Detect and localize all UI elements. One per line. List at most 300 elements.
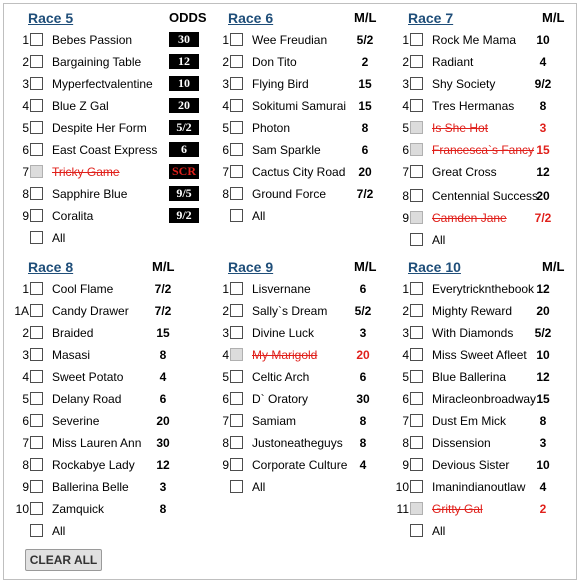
entry-checkbox[interactable] [30, 99, 43, 112]
post-position: 2 [222, 55, 229, 69]
odds-value: 20 [156, 414, 170, 428]
horse-name: Flying Bird [252, 77, 309, 91]
entry-row [18, 388, 192, 410]
post-position: 1 [22, 33, 29, 47]
post-position: 5 [222, 370, 229, 384]
select-all-label: All [52, 524, 66, 538]
odds-value: 20 [169, 98, 199, 113]
entry-checkbox[interactable] [230, 370, 243, 383]
entry-checkbox[interactable] [410, 436, 423, 449]
odds-value: 20 [536, 189, 550, 203]
post-position: 7 [402, 165, 409, 179]
horse-name: Blue Z Gal [52, 99, 109, 113]
odds-column-header: M/L [542, 259, 565, 274]
horse-name: My Marigold [252, 348, 318, 362]
select-all-row [398, 229, 572, 251]
post-position: 1 [222, 33, 229, 47]
horse-name: Imanindianoutlaw [432, 480, 526, 494]
odds-value: 12 [536, 370, 550, 384]
entry-row [218, 95, 392, 117]
entry-checkbox[interactable] [410, 348, 423, 361]
post-position: 7 [22, 165, 29, 179]
odds-column-header: ODDS [169, 10, 207, 25]
post-position: 1 [22, 282, 29, 296]
odds-value: 7/2 [534, 211, 552, 225]
horse-name: Don Tito [252, 55, 297, 69]
post-position: 6 [222, 392, 229, 406]
entry-checkbox[interactable] [230, 187, 243, 200]
entry-row [15, 498, 192, 520]
post-position: 8 [222, 187, 229, 201]
entry-checkbox[interactable] [30, 392, 43, 405]
horse-name: Braided [52, 326, 94, 340]
post-position: 8 [402, 436, 409, 450]
entry-checkbox[interactable] [230, 458, 243, 471]
post-position: 5 [222, 121, 229, 135]
horse-name: Francesca`s Fancy [432, 143, 535, 157]
entry-checkbox[interactable] [30, 187, 43, 200]
entry-checkbox[interactable] [230, 392, 243, 405]
entry-row [18, 432, 192, 454]
horse-name: Corporate Culture [252, 458, 348, 472]
entry-checkbox[interactable] [230, 121, 243, 134]
post-position: 2 [402, 55, 409, 69]
post-position: 4 [22, 99, 29, 113]
entry-checkbox [410, 502, 423, 515]
entry-row [398, 207, 572, 229]
entry-checkbox [30, 165, 43, 178]
horse-name: Zamquick [52, 502, 105, 516]
entry-checkbox[interactable] [30, 33, 43, 46]
odds-column-header: M/L [354, 10, 377, 25]
entry-checkbox[interactable] [30, 436, 43, 449]
horse-name: Sally`s Dream [252, 304, 328, 318]
entry-row [398, 73, 572, 95]
select-all-row [218, 205, 392, 227]
post-position: 3 [22, 348, 29, 362]
odds-column-header: M/L [152, 259, 175, 274]
horse-name: Samiam [252, 414, 297, 428]
entry-row [18, 51, 192, 73]
horse-name: Dust Em Mick [432, 414, 507, 428]
entry-row [398, 29, 572, 51]
horse-name: Rockabye Lady [52, 458, 135, 472]
horse-name: Miss Lauren Ann [52, 436, 142, 450]
entry-row [398, 161, 572, 185]
select-all-label: All [252, 480, 266, 494]
horse-name: Justoneatheguys [252, 436, 343, 450]
horse-name: Ballerina Belle [52, 480, 129, 494]
entry-row [18, 183, 192, 205]
entry-checkbox[interactable] [30, 77, 43, 90]
entry-row [18, 410, 192, 432]
odds-value: 6 [159, 392, 167, 406]
race-title-link[interactable]: Race 9 [228, 259, 274, 275]
post-position: 5 [402, 370, 409, 384]
entry-row [218, 183, 392, 205]
horse-name: Devious Sister [432, 458, 510, 472]
entry-row [218, 278, 392, 300]
horse-name: Everytricknthebook [432, 282, 535, 296]
odds-value: 12 [536, 165, 550, 179]
entry-row [218, 117, 392, 139]
horse-name: Delany Road [52, 392, 122, 406]
odds-column-header: M/L [354, 259, 377, 274]
odds-value: 10 [536, 458, 550, 472]
odds-value: 2 [361, 55, 369, 69]
post-position: 5 [22, 392, 29, 406]
horse-name: Camden Jane [432, 211, 507, 225]
entry-row [218, 344, 392, 366]
odds-value: 7/2 [356, 187, 374, 201]
entry-row [218, 322, 392, 344]
odds-value: 10 [169, 76, 199, 91]
odds-value: 9/2 [169, 208, 199, 223]
entry-checkbox[interactable] [230, 414, 243, 427]
post-position: 8 [22, 458, 29, 472]
entry-row [18, 344, 192, 366]
entry-row [14, 300, 192, 322]
horse-name: Tricky Game [52, 165, 120, 179]
horse-name: Blue Ballerina [432, 370, 507, 384]
clear-all-button[interactable]: CLEAR ALL [25, 549, 102, 571]
horse-name: Dissension [432, 436, 491, 450]
entry-checkbox[interactable] [230, 326, 243, 339]
horse-name: Masasi [52, 348, 91, 362]
horse-name: Sapphire Blue [52, 187, 128, 201]
entry-row [398, 322, 572, 344]
select-all-checkbox[interactable] [410, 524, 423, 537]
entry-checkbox[interactable] [30, 370, 43, 383]
entry-row [18, 117, 192, 139]
entry-checkbox[interactable] [230, 99, 243, 112]
entry-row [218, 300, 392, 322]
horse-name: Shy Society [432, 77, 496, 91]
entry-checkbox[interactable] [230, 55, 243, 68]
select-all-label: All [432, 524, 446, 538]
select-all-checkbox[interactable] [230, 209, 243, 222]
entry-checkbox[interactable] [410, 414, 423, 427]
entry-row [398, 95, 572, 117]
entry-checkbox[interactable] [410, 165, 423, 178]
entry-row [398, 410, 572, 432]
entry-checkbox[interactable] [30, 458, 43, 471]
post-position: 3 [22, 77, 29, 91]
entry-row [218, 29, 392, 51]
odds-value: 8 [359, 414, 367, 428]
entry-checkbox[interactable] [410, 33, 423, 46]
post-position: 7 [22, 436, 29, 450]
entry-row [398, 366, 572, 388]
entry-row [395, 476, 572, 498]
odds-value: 15 [536, 143, 550, 157]
entry-checkbox[interactable] [30, 304, 43, 317]
horse-name: Celtic Arch [252, 370, 310, 384]
race-column [14, 256, 192, 542]
horse-name: Wee Freudian [252, 33, 328, 47]
post-position: 6 [222, 143, 229, 157]
odds-value: 8 [159, 348, 167, 362]
entry-checkbox [410, 211, 423, 224]
post-position: 1 [222, 282, 229, 296]
entry-row [218, 73, 392, 95]
entry-checkbox[interactable] [410, 77, 423, 90]
post-position: 11 [396, 502, 409, 516]
entry-row [18, 95, 192, 117]
post-position: 4 [402, 348, 409, 362]
entry-checkbox[interactable] [30, 121, 43, 134]
horse-name: Rock Me Mama [432, 33, 517, 47]
horse-name: Tres Hermanas [432, 99, 515, 113]
entry-checkbox[interactable] [410, 189, 423, 202]
odds-value: 5/2 [534, 326, 552, 340]
odds-value: 15 [156, 326, 170, 340]
horse-name: Great Cross [432, 165, 497, 179]
odds-value: 9/5 [169, 186, 199, 201]
horse-name: Miracleonbroadway [432, 392, 537, 406]
post-position: 1 [402, 282, 409, 296]
entry-checkbox[interactable] [30, 502, 43, 515]
entry-checkbox[interactable] [230, 77, 243, 90]
entry-checkbox [410, 121, 423, 134]
select-all-label: All [252, 209, 266, 223]
horse-name: Sam Sparkle [252, 143, 321, 157]
post-position: 2 [402, 304, 409, 318]
horse-name: Myperfectvalentine [52, 77, 153, 91]
entry-checkbox[interactable] [30, 480, 43, 493]
horse-name: Bebes Passion [52, 33, 133, 47]
odds-value: 3 [539, 436, 547, 450]
select-all-row [18, 520, 192, 542]
odds-value: 3 [539, 121, 547, 135]
entry-checkbox[interactable] [410, 304, 423, 317]
select-all-checkbox[interactable] [410, 233, 423, 246]
post-position: 4 [222, 348, 229, 362]
entry-row [18, 29, 192, 51]
horse-name: Bargaining Table [52, 55, 142, 69]
post-position: 3 [222, 77, 229, 91]
odds-value: 15 [358, 77, 372, 91]
race-header [398, 256, 572, 278]
odds-value: 4 [539, 55, 547, 69]
post-position: 3 [402, 326, 409, 340]
horse-name: Ground Force [252, 187, 327, 201]
entry-checkbox[interactable] [30, 414, 43, 427]
entry-checkbox[interactable] [410, 326, 423, 339]
entry-checkbox[interactable] [30, 348, 43, 361]
race-column [218, 256, 392, 498]
entry-row [398, 498, 572, 520]
horse-name: Lisvernane [252, 282, 311, 296]
odds-value: 10 [536, 348, 550, 362]
horse-name: Cool Flame [52, 282, 114, 296]
post-position: 5 [22, 121, 29, 135]
horse-name: Mighty Reward [432, 304, 513, 318]
entry-checkbox[interactable] [30, 326, 43, 339]
odds-value: 12 [536, 282, 550, 296]
race-header [218, 7, 392, 29]
post-position: 8 [402, 189, 409, 203]
odds-value: 8 [361, 121, 369, 135]
select-all-checkbox[interactable] [30, 524, 43, 537]
odds-value: 3 [359, 326, 367, 340]
odds-value: 2 [539, 502, 547, 516]
post-position: 6 [22, 414, 29, 428]
select-all-row [398, 520, 572, 542]
entry-checkbox[interactable] [230, 165, 243, 178]
post-position: 8 [22, 187, 29, 201]
race-title-link[interactable]: Race 5 [28, 10, 74, 26]
horse-name: Sweet Potato [52, 370, 124, 384]
entry-checkbox[interactable] [230, 304, 243, 317]
odds-value: 5/2 [354, 304, 372, 318]
odds-value: 6 [359, 282, 367, 296]
horse-name: Divine Luck [252, 326, 315, 340]
post-position: 9 [22, 209, 29, 223]
post-position: 7 [402, 414, 409, 428]
entry-checkbox[interactable] [410, 480, 423, 493]
entry-row [18, 161, 196, 183]
odds-value: 6 [169, 142, 199, 157]
entry-checkbox[interactable] [410, 392, 423, 405]
horse-name: Is She Hot [432, 121, 489, 135]
post-position: 9 [402, 211, 409, 225]
entry-row [398, 51, 572, 73]
entry-checkbox[interactable] [410, 55, 423, 68]
entry-row [18, 73, 192, 95]
post-position: 7 [222, 414, 229, 428]
odds-value: 4 [539, 480, 547, 494]
horse-name: Candy Drawer [52, 304, 129, 318]
post-position: 6 [402, 143, 409, 157]
odds-value: 8 [539, 414, 547, 428]
entry-row [398, 278, 572, 300]
odds-value: 7/2 [154, 304, 172, 318]
entry-checkbox[interactable] [410, 458, 423, 471]
horse-name: Photon [252, 121, 291, 135]
odds-value: 20 [536, 304, 550, 318]
odds-value: 8 [159, 502, 167, 516]
horse-name: Sokitumi Samurai [252, 99, 347, 113]
odds-value: 20 [358, 165, 372, 179]
entry-checkbox[interactable] [410, 370, 423, 383]
select-all-label: All [432, 233, 446, 247]
entry-row [398, 454, 572, 476]
race-title-link[interactable]: Race 10 [408, 259, 461, 275]
odds-value: 15 [536, 392, 550, 406]
entry-checkbox[interactable] [410, 282, 423, 295]
post-position: 3 [402, 77, 409, 91]
horse-name: Radiant [432, 55, 474, 69]
entry-row [218, 454, 392, 476]
odds-value: 30 [169, 32, 199, 47]
horse-name: D` Oratory [252, 392, 309, 406]
post-position: 5 [402, 121, 409, 135]
select-all-row [18, 227, 192, 249]
entry-checkbox[interactable] [30, 55, 43, 68]
odds-value: 8 [539, 99, 547, 113]
odds-value: SCR [169, 164, 199, 179]
horse-name: East Coast Express [52, 143, 158, 157]
race-title-link[interactable]: Race 7 [408, 10, 454, 26]
entry-row [18, 205, 192, 227]
entry-row [18, 139, 192, 161]
entry-row [18, 454, 192, 476]
post-position: 1A [14, 304, 29, 318]
post-position: 4 [222, 99, 229, 113]
entry-row [218, 366, 392, 388]
entry-row [218, 51, 392, 73]
post-position: 4 [22, 370, 29, 384]
entry-row [218, 388, 392, 410]
odds-value: 5/2 [169, 120, 199, 135]
race-header [398, 7, 572, 29]
entry-checkbox[interactable] [30, 143, 43, 156]
horse-name: Cactus City Road [252, 165, 346, 179]
entry-checkbox[interactable] [410, 99, 423, 112]
entry-checkbox [410, 143, 423, 156]
horse-name: Miss Sweet Afleet [432, 348, 527, 362]
odds-value: 12 [156, 458, 170, 472]
odds-column-header: M/L [542, 10, 565, 25]
odds-value: 4 [359, 458, 367, 472]
select-all-checkbox[interactable] [230, 480, 243, 493]
race-header [218, 256, 392, 278]
entry-checkbox[interactable] [230, 33, 243, 46]
post-position: 2 [222, 304, 229, 318]
entry-row [398, 117, 572, 139]
race-header [18, 7, 207, 29]
race-column [395, 256, 572, 542]
entry-checkbox[interactable] [30, 209, 43, 222]
entry-checkbox[interactable] [30, 282, 43, 295]
select-all-checkbox[interactable] [30, 231, 43, 244]
entry-checkbox[interactable] [230, 143, 243, 156]
entry-row [18, 322, 192, 344]
odds-value: 4 [159, 370, 167, 384]
post-position: 9 [222, 458, 229, 472]
odds-value: 6 [361, 143, 369, 157]
horse-name: Despite Her Form [52, 121, 147, 135]
race-column [398, 7, 572, 251]
odds-value: 15 [358, 99, 372, 113]
post-position: 8 [222, 436, 229, 450]
entry-row [398, 185, 572, 207]
post-position: 9 [402, 458, 409, 472]
horse-name: Severine [52, 414, 100, 428]
post-position: 6 [22, 143, 29, 157]
post-position: 10 [15, 502, 29, 516]
entry-row [218, 432, 392, 454]
odds-value: 9/2 [534, 77, 552, 91]
entry-row [18, 476, 192, 498]
entry-row [398, 139, 572, 161]
horse-name: Coralita [52, 209, 94, 223]
select-all-row [218, 476, 392, 498]
entry-checkbox[interactable] [230, 436, 243, 449]
post-position: 1 [402, 33, 409, 47]
post-position: 2 [22, 326, 29, 340]
post-position: 7 [222, 165, 229, 179]
entry-row [218, 139, 392, 161]
entry-checkbox [230, 348, 243, 361]
odds-value: 7/2 [154, 282, 172, 296]
race-title-link[interactable]: Race 8 [28, 259, 74, 275]
entry-row [398, 432, 572, 454]
entry-checkbox[interactable] [230, 282, 243, 295]
post-position: 4 [402, 99, 409, 113]
race-title-link[interactable]: Race 6 [228, 10, 274, 26]
